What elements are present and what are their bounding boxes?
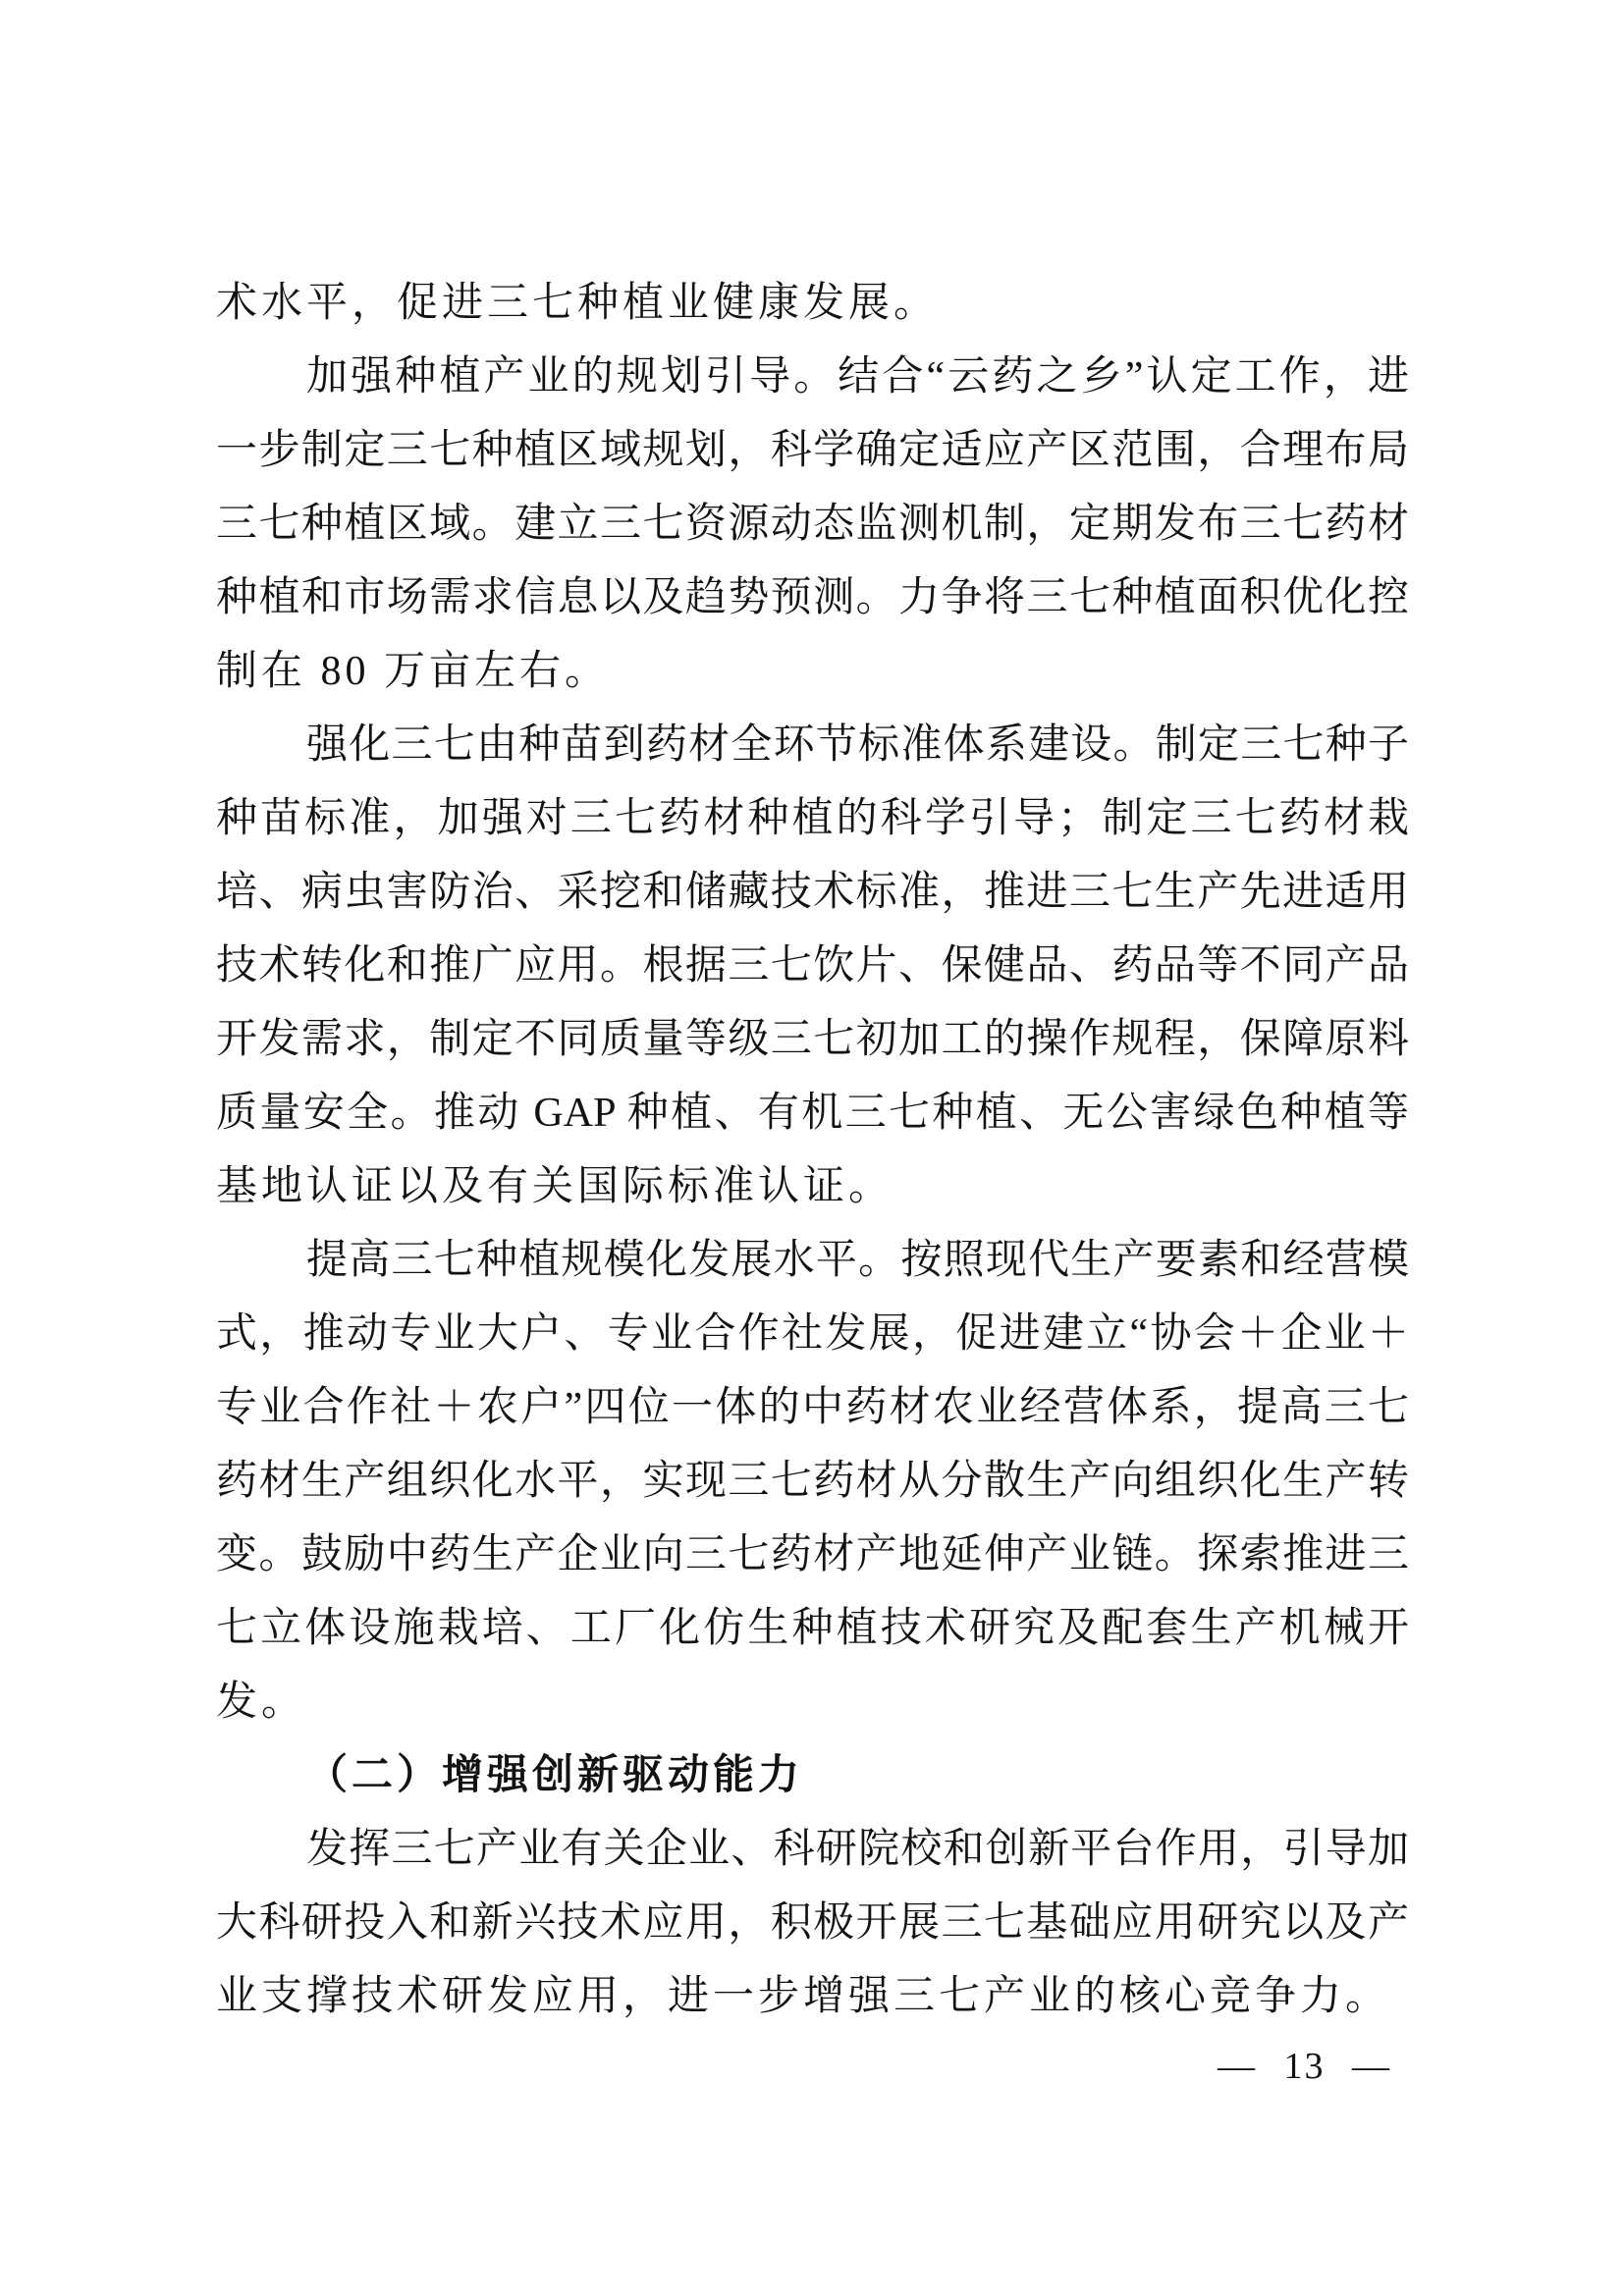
text-line: 大科研投入和新兴技术应用，积极开展三七基础应用研究以及产 — [216, 1900, 1409, 1946]
text-line: 基地认证以及有关国际标准认证。 — [216, 1164, 894, 1209]
text-line: 开发需求，制定不同质量等级三七初加工的操作规程，保障原料 — [216, 1017, 1409, 1062]
document-body — [216, 267, 1409, 2034]
text-line: 术水平，促进三七种植业健康发展。 — [216, 281, 940, 326]
text-line: 一步制定三七种植区域规划，科学确定适应产区范围，合理布局 — [216, 428, 1409, 473]
text-line: 种植和市场需求信息以及趋势预测。力争将三七种植面积优化控 — [216, 575, 1409, 620]
text-line: 业支撑技术研发应用，进一步增强三七产业的核心竞争力。 — [216, 1974, 1391, 2019]
text-line: 种苗标准，加强对三七药材种植的科学引导；制定三七药材栽 — [216, 796, 1409, 841]
text-line: 变。鼓励中药生产企业向三七药材产地延伸产业链。探索推进三 — [216, 1532, 1409, 1577]
text-line: 式，推动专业大户、专业合作社发展，促进建立“协会＋企业＋ — [216, 1311, 1409, 1357]
text-line: 专业合作社＋农户”四位一体的中药材农业经营体系，提高三七 — [216, 1385, 1409, 1430]
text-line: 发。 — [216, 1680, 307, 1725]
text-line: 发挥三七产业有关企业、科研院校和创新平台作用，引导加 — [306, 1827, 1409, 1872]
text-line: 技术转化和推广应用。根据三七饮片、保健品、药品等不同产品 — [216, 943, 1409, 988]
text-line: 质量安全。推动 GAP 种植、有机三七种植、无公害绿色种植等 — [216, 1091, 1409, 1136]
text-line: 培、病虫害防治、采挖和储藏技术标准，推进三七生产先进适用 — [216, 870, 1409, 915]
text-line: 三七种植区域。建立三七资源动态监测机制，定期发布三七药材 — [216, 502, 1409, 547]
text-line: 强化三七由种苗到药材全环节标准体系建设。制定三七种子 — [306, 722, 1409, 768]
text-line: 加强种植产业的规划引导。结合“云药之乡”认定工作，进 — [306, 354, 1409, 400]
text-line: 制在 80 万亩左右。 — [216, 649, 611, 694]
text-line: 七立体设施栽培、工厂化仿生种植技术研究及配套生产机械开 — [216, 1606, 1409, 1651]
section-heading: （二）增强创新驱动能力 — [306, 1753, 804, 1798]
page-number: — 13 — — [1218, 2046, 1391, 2087]
text-line: 提高三七种植规模化发展水平。按照现代生产要素和经营模 — [306, 1238, 1409, 1283]
text-line: 药材生产组织化水平，实现三七药材从分散生产向组织化生产转 — [216, 1459, 1409, 1504]
